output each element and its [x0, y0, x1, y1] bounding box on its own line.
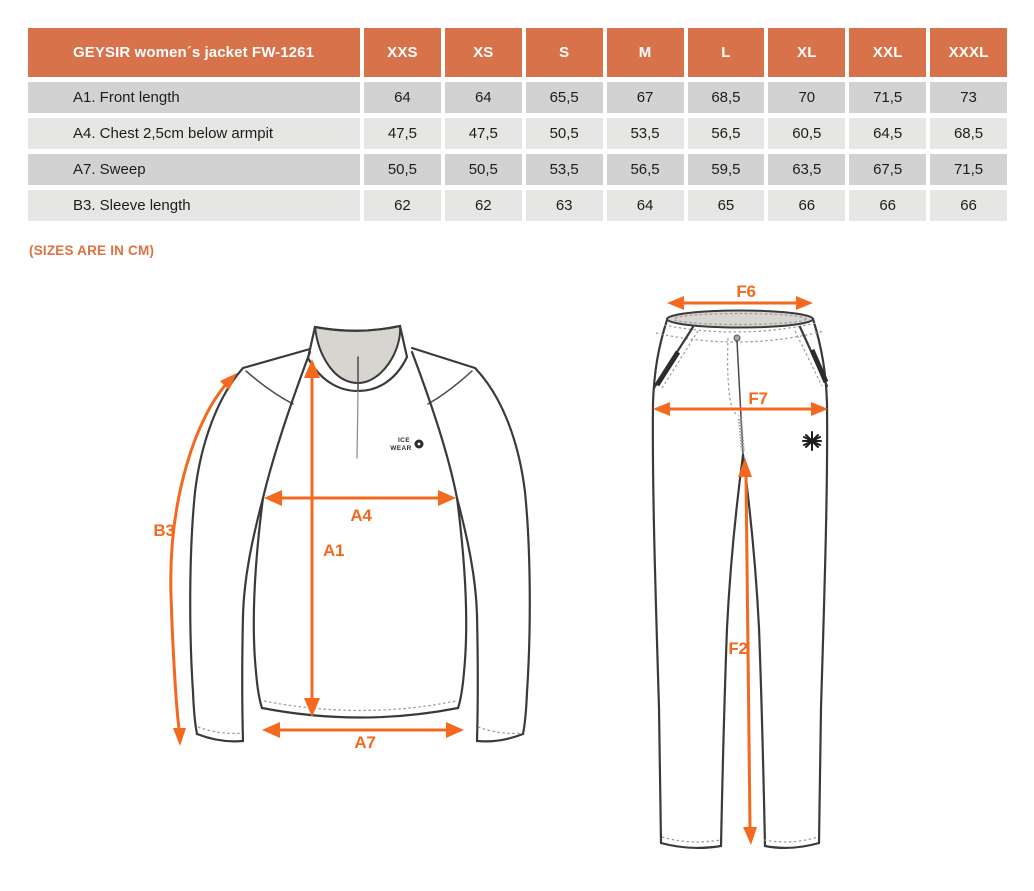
svg-text:ICE: ICE [397, 437, 411, 444]
size-value: 68,5 [688, 82, 765, 113]
f7-label: F7 [748, 389, 768, 408]
size-value: 62 [445, 190, 522, 221]
size-value: 50,5 [526, 118, 603, 149]
size-value: 71,5 [849, 82, 926, 113]
sizes-unit-note: (SIZES ARE IN CM) [29, 243, 155, 258]
size-col-header-xxs: XXS [364, 28, 441, 77]
size-col-header-xl: XL [768, 28, 845, 77]
f2-label: F2 [728, 639, 748, 658]
size-value: 56,5 [607, 154, 684, 185]
size-col-header-s: S [526, 28, 603, 77]
a1-label: A1 [323, 541, 345, 560]
size-table [28, 28, 1007, 221]
size-value: 64 [607, 190, 684, 221]
size-value: 64 [445, 82, 522, 113]
row-label-sweep: A7. Sweep [28, 154, 360, 185]
size-col-header-l: L [688, 28, 765, 77]
pants-diagram [640, 278, 880, 878]
size-value: 56,5 [688, 118, 765, 149]
size-value: 53,5 [607, 118, 684, 149]
size-value: 67 [607, 82, 684, 113]
row-label-front-length: A1. Front length [28, 82, 360, 113]
jacket-diagram [130, 300, 580, 780]
size-value: 50,5 [364, 154, 441, 185]
size-value: 63,5 [768, 154, 845, 185]
size-value: 70 [768, 82, 845, 113]
a7-label: A7 [354, 733, 376, 752]
size-col-header-m: M [607, 28, 684, 77]
a4-arrow [264, 490, 456, 506]
size-value: 65 [688, 190, 765, 221]
b3-arrow [171, 373, 237, 746]
svg-text:WEAR: WEAR [390, 445, 412, 452]
size-value: 65,5 [526, 82, 603, 113]
size-value: 64 [364, 82, 441, 113]
size-value: 50,5 [445, 154, 522, 185]
size-value: 62 [364, 190, 441, 221]
a4-label: A4 [350, 506, 372, 525]
size-value: 67,5 [849, 154, 926, 185]
size-col-header-xxxl: XXXL [930, 28, 1007, 77]
row-label-sleeve-length: B3. Sleeve length [28, 190, 360, 221]
size-col-header-xxl: XXL [849, 28, 926, 77]
a1-arrow [304, 359, 320, 717]
size-value: 47,5 [364, 118, 441, 149]
size-value: 73 [930, 82, 1007, 113]
pants-outline [653, 311, 827, 848]
size-value: 66 [768, 190, 845, 221]
size-value: 47,5 [445, 118, 522, 149]
size-value: 71,5 [930, 154, 1007, 185]
snowflake-logo [803, 432, 821, 450]
row-label-chest: A4. Chest 2,5cm below armpit [28, 118, 360, 149]
f6-label: F6 [736, 282, 756, 301]
size-value: 59,5 [688, 154, 765, 185]
size-value: 64,5 [849, 118, 926, 149]
size-value: 60,5 [768, 118, 845, 149]
b3-label: B3 [153, 521, 175, 540]
size-value: 66 [849, 190, 926, 221]
icewear-logo [390, 437, 423, 452]
size-value: 63 [526, 190, 603, 221]
table-title: GEYSIR women´s jacket FW-1261 [28, 28, 360, 77]
size-col-header-xs: XS [445, 28, 522, 77]
size-value: 68,5 [930, 118, 1007, 149]
size-value: 53,5 [526, 154, 603, 185]
jacket-outline [190, 326, 530, 741]
size-value: 66 [930, 190, 1007, 221]
